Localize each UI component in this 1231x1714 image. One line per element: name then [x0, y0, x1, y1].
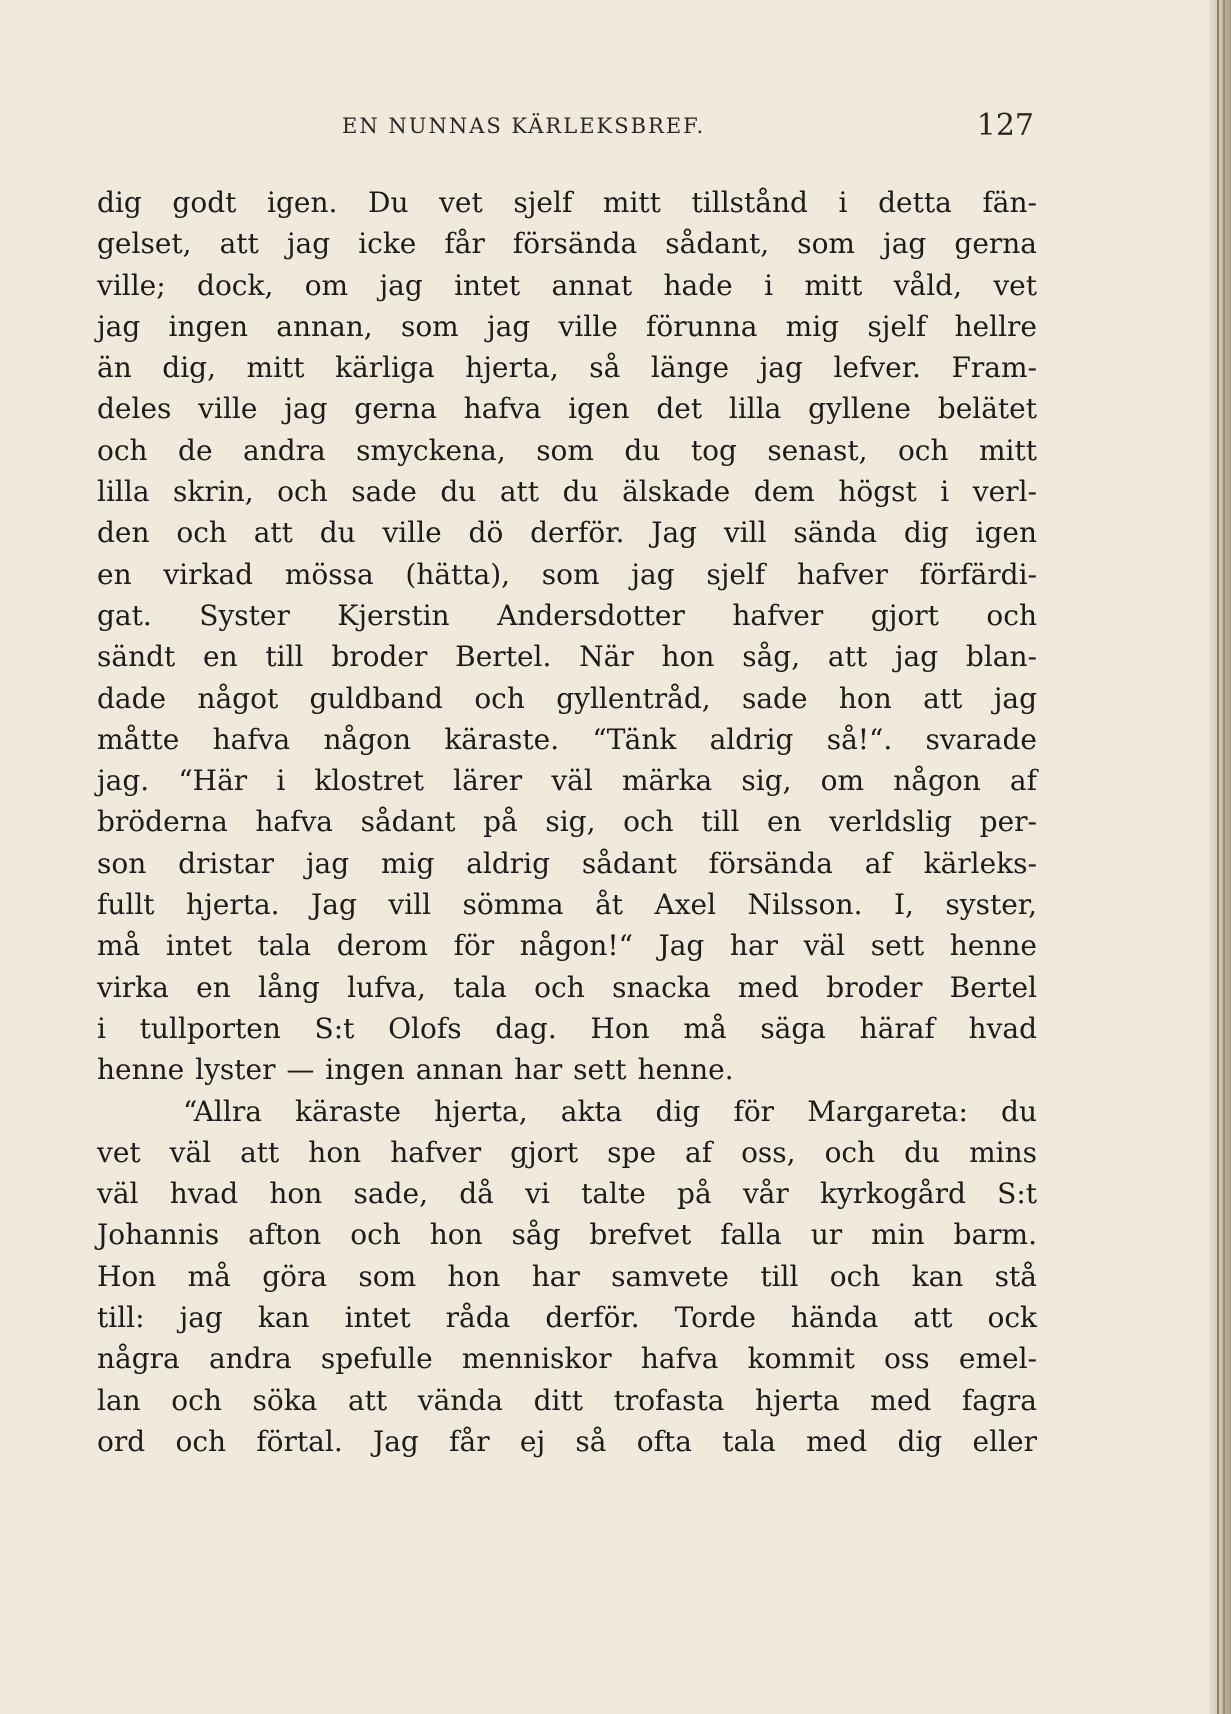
text-line: måtte hafva någon käraste. “Tänk aldrig så!“. svarade — [97, 722, 1037, 756]
book-gutter — [1209, 0, 1231, 1714]
text-line: dig godt igen. Du vet sjelf mitt tillstånd i detta fän- — [97, 186, 1037, 219]
running-head — [92, 108, 1042, 148]
text-line: bröderna hafva sådant på sig, och till en verldslig per- — [97, 805, 1037, 839]
text-line: i tullporten S:t Olofs dag. Hon må säga häraf hvad — [97, 1011, 1037, 1045]
text-line: den och att du ville dö derför. Jag vill sända dig igen — [97, 516, 1037, 550]
text-line: än dig, mitt kärliga hjerta, så länge jag lefver. Fram- — [97, 351, 1037, 385]
running-head-title: EN NUNNAS KÄRLEKSBREF. — [342, 114, 706, 138]
text-line: deles ville jag gerna hafva igen det lilla gyllene belätet — [97, 392, 1037, 426]
text-line: son dristar jag mig aldrig sådant försända af kärleks- — [97, 846, 1037, 880]
text-line: dade något guldband och gyllentråd, sade hon att jag — [97, 681, 1037, 715]
text-line: ord och förtal. Jag får ej så ofta tala med dig eller — [97, 1424, 1037, 1458]
text-line: några andra spefulle menniskor hafva kommit oss emel- — [97, 1342, 1037, 1376]
text-line: jag. “Här i klostret lärer väl märka sig, om någon af — [97, 764, 1037, 798]
body-text — [97, 182, 1037, 1462]
text-line: en virkad mössa (hätta), som jag sjelf hafver förfärdi- — [97, 557, 1037, 591]
page-number: 127 — [976, 108, 1034, 143]
text-line: sändt en till broder Bertel. När hon såg, att jag blan- — [97, 640, 1037, 674]
text-line: gelset, att jag icke får försända sådant, som jag gerna — [97, 227, 1037, 261]
text-line: Hon må göra som hon har samvete till och kan stå — [97, 1259, 1037, 1293]
text-line: och de andra smyckena, som du tog senast, och mitt — [97, 433, 1037, 467]
text-line: till: jag kan intet råda derför. Torde hända att ock — [97, 1301, 1037, 1335]
text-line: må intet tala derom för någon!“ Jag har väl sett henne — [97, 929, 1037, 963]
text-line: ville; dock, om jag intet annat hade i mitt våld, vet — [97, 268, 1037, 302]
text-line: vet väl att hon hafver gjort spe af oss, och du mins — [97, 1135, 1037, 1169]
text-line: jag ingen annan, som jag ville förunna mig sjelf hellre — [97, 309, 1037, 343]
text-line: väl hvad hon sade, då vi talte på vår kyrkogård S:t — [97, 1177, 1037, 1211]
text-line: virka en lång lufva, tala och snacka med broder Bertel — [97, 970, 1037, 1004]
text-line: fullt hjerta. Jag vill sömma åt Axel Nilsson. I, syster, — [97, 888, 1037, 922]
gutter-edge-line — [1223, 0, 1225, 1714]
gutter-edge-line — [1217, 0, 1219, 1714]
paragraph-end-line: henne lyster — ingen annan har sett henne. — [97, 1053, 734, 1087]
text-line: lilla skrin, och sade du att du älskade dem högst i verl- — [97, 475, 1037, 509]
paragraph-start-line: “Allra käraste hjerta, akta dig för Margareta: du — [183, 1094, 1037, 1128]
text-line: lan och söka att vända ditt trofasta hjerta med fagra — [97, 1383, 1037, 1417]
text-line: gat. Syster Kjerstin Andersdotter hafver gjort och — [97, 598, 1037, 632]
text-line: Johannis afton och hon såg brefvet falla ur min barm. — [97, 1218, 1037, 1252]
